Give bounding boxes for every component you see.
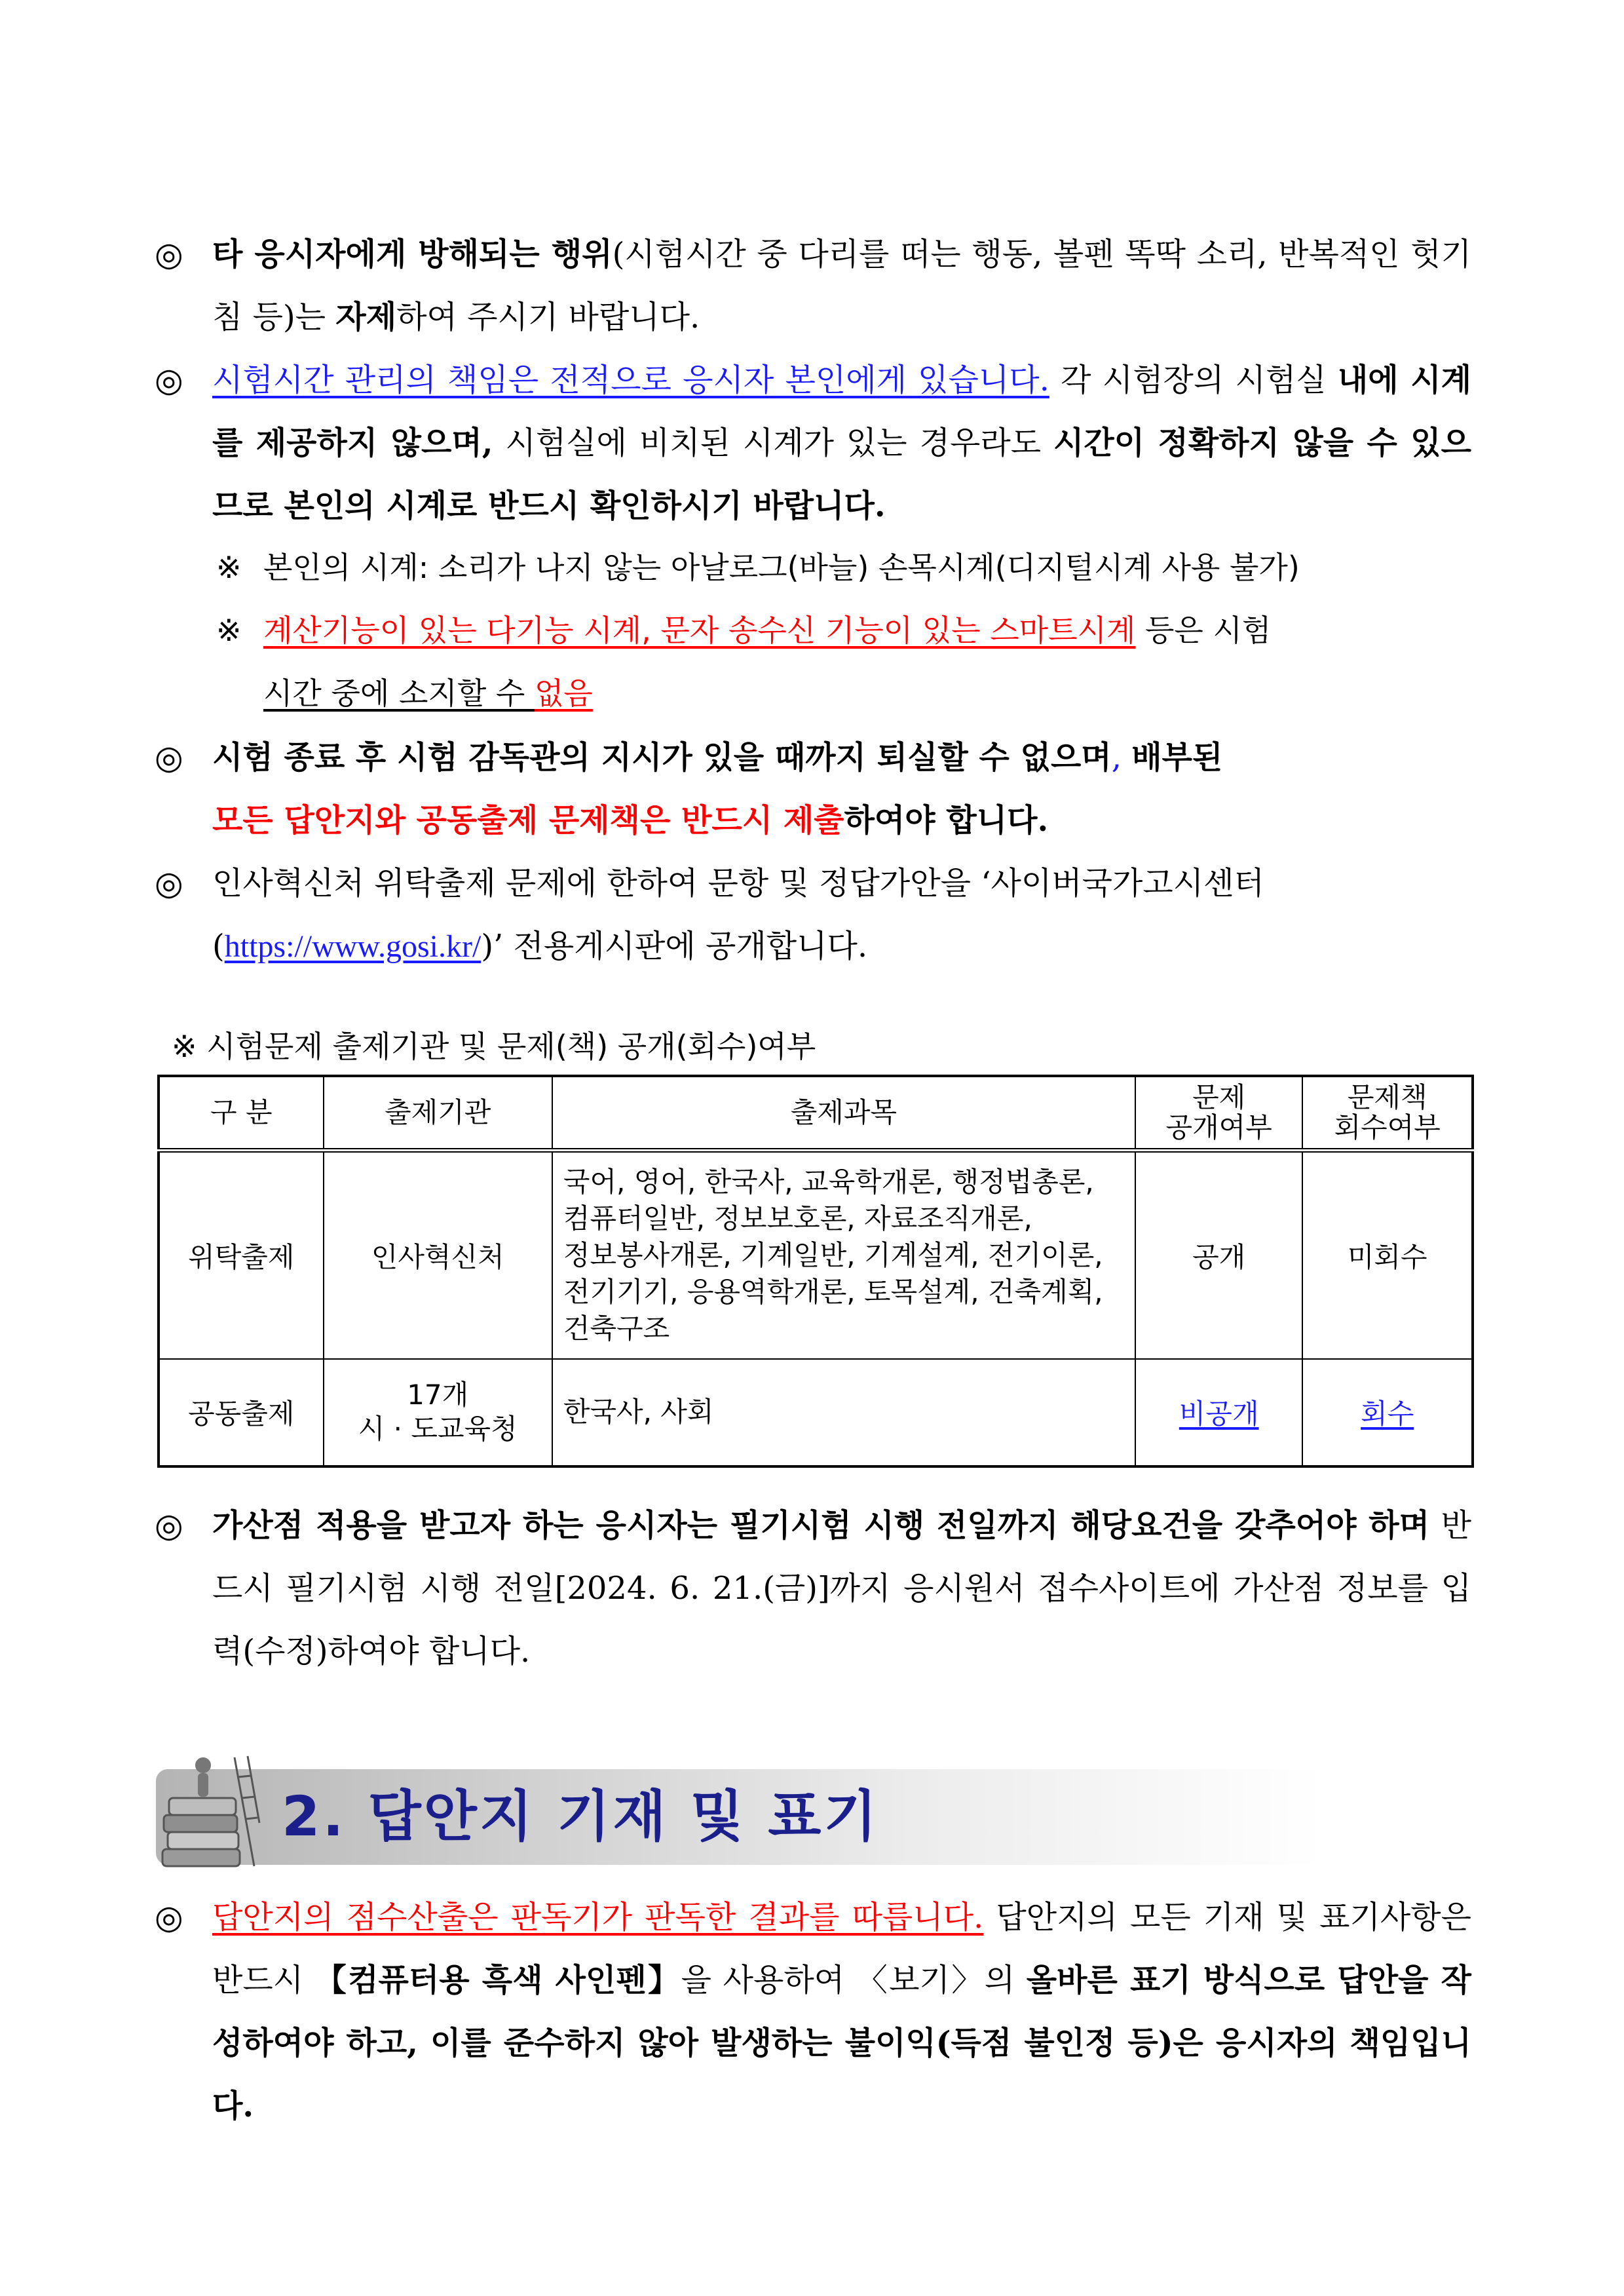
text-bold: 【컴퓨터용 흑색 사인펜】 (314, 1962, 681, 1999)
cell-org: 인사혁신처 (324, 1151, 552, 1359)
header-disclose: 문제 공개여부 (1135, 1076, 1303, 1151)
note-text: 본인의 시계: 소리가 나지 않는 아날로그(바늘) 손목시계(디지털시계 사용 불가) (263, 550, 1300, 585)
text: (시험시간 중 다리를 떠는 행동, 볼펜 똑딱 소리, 반복적인 헛기침 등)는 (212, 236, 1471, 335)
text-bold: 자제 (335, 299, 397, 335)
text-underlined-red: 계산기능이 있는 다기능 시계, 문자 송수신 기능이 있는 스마트시계 (263, 613, 1136, 648)
text-underlined-red: 없음 (534, 676, 593, 711)
text-bold: 타 응시자에게 방해되는 행위 (212, 236, 613, 273)
header-collect: 문제책 회수여부 (1302, 1076, 1473, 1151)
cell-disclose: 공개 (1135, 1151, 1303, 1359)
text: 각 시험장의 시험실 (1049, 362, 1338, 398)
cell-type: 위탁출제 (159, 1151, 324, 1359)
header-category: 구 분 (159, 1076, 324, 1151)
table-row (159, 1151, 1473, 1359)
note-mark-icon: ※ (216, 613, 242, 648)
header-org: 출제기관 (324, 1076, 552, 1151)
disclose-link[interactable]: 비공개 (1179, 1398, 1259, 1430)
note-smartwatch (216, 599, 1474, 662)
exam-table (157, 1075, 1474, 1468)
note-mark-icon: ※ (216, 550, 242, 585)
text-bold: 내에 시계를 제공하지 않으며, (212, 362, 1471, 461)
text: , (1111, 739, 1132, 776)
text: )’ 전용게시판에 공개합니다. (481, 928, 868, 965)
text-underlined: 시간 중에 소지할 수 (263, 676, 535, 711)
header-subjects: 출제과목 (552, 1076, 1135, 1151)
text: 시험실에 비치된 시계가 있는 경우라도 (493, 425, 1053, 461)
text: 인사혁신처 위탁출제 문제에 한하여 문항 및 정답가안을 ‘사이버국가고시센터 (212, 865, 1264, 902)
bullet-icon: ◎ (155, 1506, 183, 1544)
books-ladder-icon (156, 1751, 261, 1873)
bullet-icon: ◎ (155, 361, 183, 399)
bullet-icon: ◎ (155, 235, 183, 273)
text: 등은 시험 (1135, 613, 1272, 648)
note-own-watch (216, 536, 1474, 599)
table-row (159, 1359, 1473, 1466)
cell-subjects: 국어, 영어, 한국사, 교육학개론, 행정법총론, 컴퓨터일반, 정보보호론, 자료조직개론, 정보봉사개론, 기계일반, 기계설계, 전기이론, 전기기기, 응용역학개론, 토목설계, 건축계획, 건축구조 (552, 1151, 1135, 1359)
text: 답안지의 모든 기재 및 표기사항은 반드시 (212, 1899, 1471, 1999)
text: 반드시 필기시험 시행 전일[2024. 6. 21.(금)]까지 응시원서 접수사이트에 가산점 정보를 입력(수정)하여야 합니다. (212, 1507, 1471, 1670)
section-title: 2. 답안지 기재 및 표기 (282, 1784, 880, 1848)
text-red: 모든 답안지와 공동출제 문제책은 반드시 제출 (212, 802, 844, 839)
gosi-link[interactable]: https://www.gosi.kr/ (224, 929, 482, 964)
bullet-icon: ◎ (155, 864, 183, 902)
table-header-row (159, 1076, 1473, 1151)
text: 을 사용하여 〈보기〉의 (681, 1962, 1027, 1999)
text-bold: 하여야 합니다. (844, 802, 1049, 839)
text-bold: 시험 종료 후 시험 감독관의 지시가 있을 때까지 퇴실할 수 없으며 (212, 739, 1112, 776)
text-underlined-blue: 시험시간 관리의 책임은 전적으로 응시자 본인에게 있습니다. (212, 362, 1049, 398)
text-bold: 시간이 정확하지 않을 수 있으므로 본인의 시계로 반드시 확인하시기 바랍니다. (212, 425, 1472, 524)
text-underlined-red: 답안지의 점수산출은 판독기가 판독한 결과를 따릅니다. (212, 1899, 984, 1936)
text-bold: 가산점 적용을 받고자 하는 응시자는 필기시험 시행 전일까지 해당요건을 갖추어야 하며 (212, 1507, 1430, 1544)
cell-collect[interactable] (1302, 1359, 1473, 1466)
text: 하여 주시기 바랍니다. (396, 299, 700, 335)
bullet-icon: ◎ (155, 738, 183, 776)
text-bold: 배부된 (1131, 739, 1223, 776)
cell-org: 17개 시 · 도교육청 (324, 1359, 552, 1466)
text-bold: 올바른 표기 방식으로 답안을 작성하여야 하고, 이를 준수하지 않아 발생하는 불이익(득점 불인정 등)은 응시자의 책임입니다. (212, 1962, 1471, 2124)
note-smartwatch-continued (263, 662, 1469, 725)
cell-type: 공동출제 (159, 1359, 324, 1466)
cell-disclose[interactable] (1135, 1359, 1303, 1466)
cell-collect: 미회수 (1302, 1151, 1473, 1359)
cell-subjects: 한국사, 사회 (552, 1359, 1135, 1466)
text: ( (212, 928, 225, 965)
collect-link[interactable]: 회수 (1361, 1398, 1414, 1430)
bullet-icon: ◎ (155, 1898, 183, 1936)
table-caption: ※ 시험문제 출제기관 및 문제(책) 공개(회수)여부 (172, 1029, 816, 1064)
